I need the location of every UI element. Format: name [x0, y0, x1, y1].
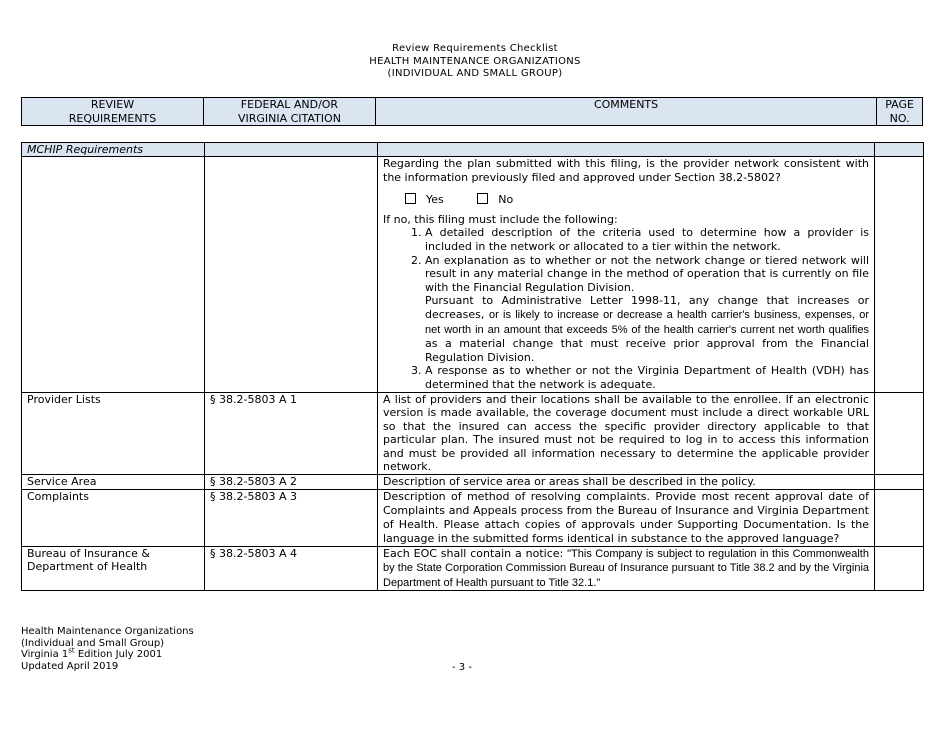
page-cell	[875, 546, 924, 591]
no-option[interactable]: No	[477, 193, 513, 207]
footer	[21, 626, 194, 673]
network-comment	[378, 157, 875, 393]
requirements-table	[21, 142, 924, 591]
section-row	[22, 143, 924, 157]
yes-option[interactable]: Yes	[405, 193, 444, 207]
page-number: - 3 -	[452, 662, 472, 673]
page-cell	[875, 475, 924, 490]
list-item: 2. An explanation as to whether or not the network change or tiered network will result in any material change in the method of operation that is currently on file with the Financial Regulation Division. Pursuant to Administrative Letter 1998-11, any change that increases or decreases, or is likely to increase or decrease a health carrier's business, expenses, or net worth in an amount that exceeds 5% of the health carrier's current net worth qualifies as a material change that must receive prior approval from the Financial Regulation Division.	[425, 254, 869, 365]
page-cell	[875, 489, 924, 546]
comment-cell: A list of providers and their locations shall be available to the enrollee. If an electronic version is made available, the coverage document must include a direct workable URL so that the insured can access the specific provider directory applicable to that particular plan. The insured must not be required to log in to access this information and must be provided all information necessary to determine the applicable provider network.	[378, 392, 875, 475]
citation-cell: § 38.2-5803 A 2	[205, 475, 378, 490]
footer-line: Updated April 2019	[21, 661, 119, 673]
title-line: (INDIVIDUAL AND SMALL GROUP)	[387, 68, 563, 79]
requirements-list	[383, 226, 869, 391]
page-cell	[875, 392, 924, 475]
table-row	[22, 489, 924, 546]
header-page-no: PAGE NO.	[877, 98, 923, 126]
footer-line: Health Maintenance Organizations	[21, 626, 194, 637]
header-review-requirements: REVIEW REQUIREMENTS	[22, 98, 204, 126]
requirement-cell: Service Area	[22, 475, 205, 490]
requirement-cell: Complaints	[22, 489, 205, 546]
network-question: Regarding the plan submitted with this filing, is the provider network consistent with the information previously filed and approved under Section 38.2-5802?	[383, 157, 869, 184]
required-notice: "This Company is subject to regulation in this Commonwealth by the State Corporation Commission Bureau of Insurance pursuant to Title 38.2 and by the Virginia Department of Health pursuant to Title 32.1."	[383, 547, 869, 589]
title-line: Review Requirements Checklist	[392, 43, 558, 54]
yes-checkbox[interactable]	[405, 193, 416, 204]
header-comments: COMMENTS	[375, 98, 876, 126]
header-table	[21, 97, 923, 126]
admin-letter-note: as a material change that must receive prior approval from the Financial Regulation Division.	[425, 337, 869, 364]
title-line: HEALTH MAINTENANCE ORGANIZATIONS	[369, 55, 581, 67]
section-label: MCHIP Requirements	[22, 143, 205, 157]
footer-line: (Individual and Small Group)	[21, 637, 165, 649]
table-row	[22, 546, 924, 591]
table-row	[22, 475, 924, 490]
list-item: 1. A detailed description of the criteria used to determine how a provider is included in the network or allocated to a tier within the network.	[425, 226, 869, 253]
table-row	[22, 157, 924, 393]
table-row	[22, 392, 924, 475]
requirement-cell: Provider Lists	[22, 392, 205, 475]
yes-no-options	[405, 193, 869, 207]
footer-line: Virginia 1st Edition July 2001	[21, 647, 163, 661]
citation-cell: § 38.2-5803 A 1	[205, 392, 378, 475]
comment-cell: Description of method of resolving complaints. Provide most recent approval date of Complaints and Appeals process from the Bureau of Insurance and Virginia Department of Health. Please attach copies of approvals under Supporting Documentation. Is the language in the submitted forms identical in substance to the approved language?	[378, 489, 875, 546]
comment-cell: Each EOC shall contain a notice: "This Company is subject to regulation in this Commonwealth by the State Corporation Commission Bureau of Insurance pursuant to Title 38.2 and by the Virginia Department of Health pursuant to Title 32.1."	[378, 546, 875, 591]
admin-letter-note: or is likely to increase or decrease a health carrier's business, expenses, or net worth in an amount that exceeds 5% of the health carrier's current net worth qualifies	[425, 308, 870, 336]
citation-cell: § 38.2-5803 A 3	[205, 489, 378, 546]
header-citation: FEDERAL AND/OR VIRGINIA CITATION	[204, 98, 376, 126]
admin-letter-note: Pursuant to Administrative Letter 1998-11, any change that increases or decreases,	[425, 294, 869, 321]
no-checkbox[interactable]	[477, 193, 488, 204]
comment-cell: Description of service area or areas shall be described in the policy.	[378, 475, 875, 490]
requirement-cell: Bureau of Insurance & Department of Health	[22, 546, 205, 591]
if-no-text: If no, this filing must include the following:	[383, 212, 618, 226]
list-item: 3. A response as to whether or not the Virginia Department of Health (VDH) has determined that the network is adequate.	[425, 364, 869, 391]
citation-cell: § 38.2-5803 A 4	[205, 546, 378, 591]
document-title	[0, 43, 950, 81]
